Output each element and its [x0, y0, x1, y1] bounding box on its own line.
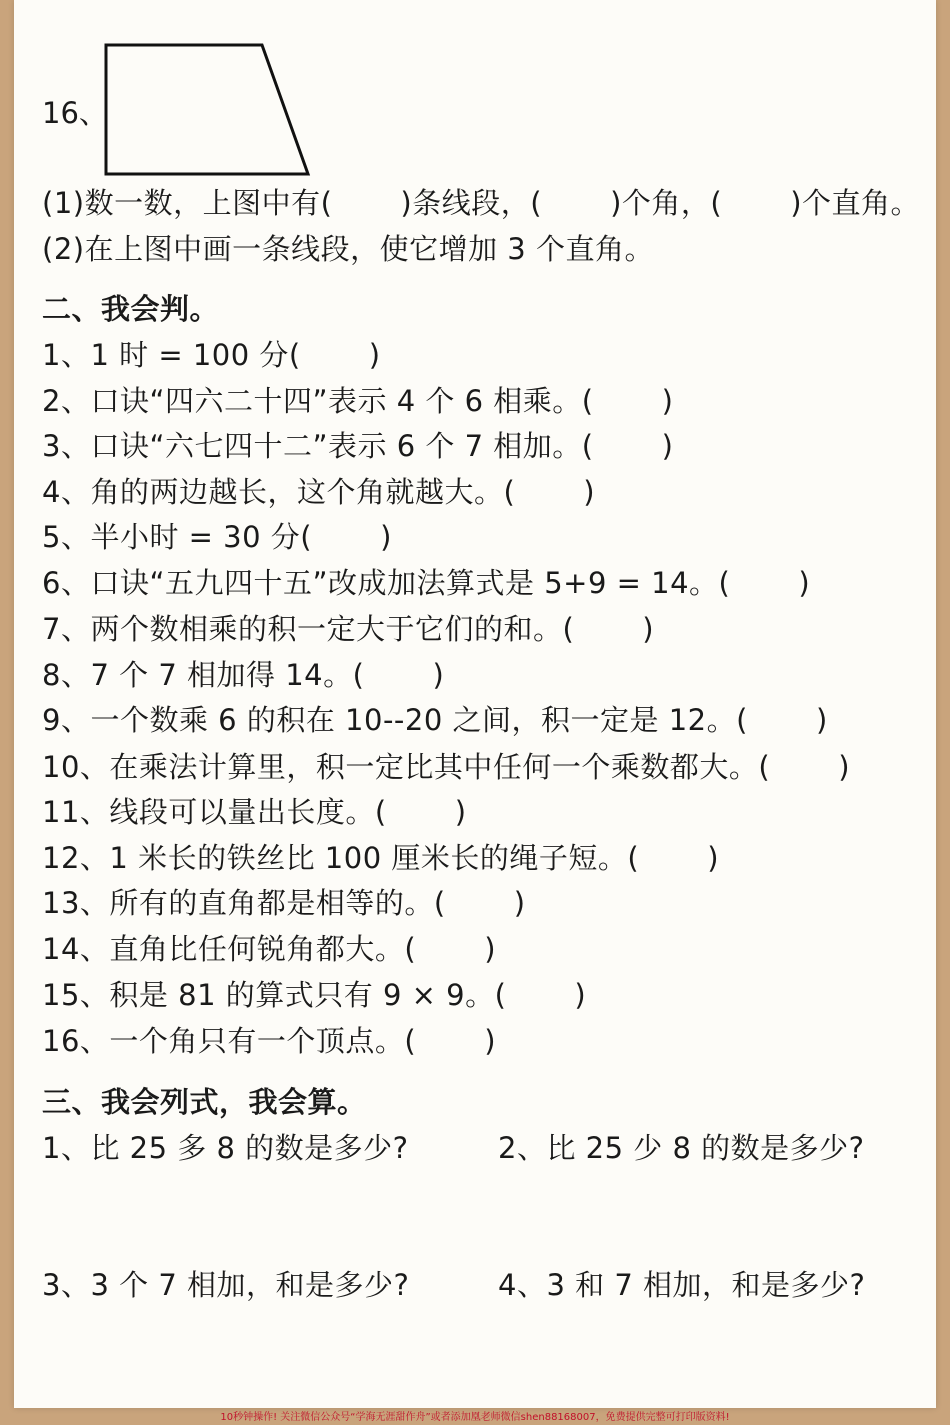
judge-item: 9、一个数乘 6 的积在 10--20 之间，积一定是 12。( ) — [42, 703, 828, 737]
judge-item: 10、在乘法计算里，积一定比其中任何一个乘数都大。( ) — [42, 750, 851, 784]
section2-title: 二、我会判。 — [42, 292, 220, 326]
judge-item: 13、所有的直角都是相等的。( ) — [42, 886, 526, 920]
judge-item: 1、1 时 = 100 分( ) — [42, 338, 381, 372]
question-16-label: 16、 — [42, 96, 108, 130]
calc-question-3: 3、3 个 7 相加，和是多少? — [42, 1268, 410, 1302]
judge-item: 16、一个角只有一个顶点。( ) — [42, 1024, 497, 1058]
calc-question-4: 4、3 和 7 相加，和是多少? — [498, 1268, 866, 1302]
judge-item: 11、线段可以量出长度。( ) — [42, 795, 467, 829]
promo-footer: 10秒钟操作! 关注微信公众号“学海无涯甜作舟”或者添加凰老师微信shen88168007，免费提供完整可打印版资料! — [220, 1412, 730, 1423]
judge-item: 15、积是 81 的算式只有 9 × 9。( ) — [42, 978, 587, 1012]
trapezoid-figure — [100, 40, 315, 180]
judge-item: 3、口诀“六七四十二”表示 6 个 7 相加。( ) — [42, 429, 674, 463]
judge-item: 8、7 个 7 相加得 14。( ) — [42, 658, 445, 692]
judge-item: 7、两个数相乘的积一定大于它们的和。( ) — [42, 612, 655, 646]
judge-item: 4、角的两边越长，这个角就越大。( ) — [42, 475, 596, 509]
calc-question-2: 2、比 25 少 8 的数是多少? — [498, 1131, 865, 1165]
section3-title: 三、我会列式，我会算。 — [42, 1085, 367, 1119]
judge-item: 6、口诀“五九四十五”改成加法算式是 5+9 = 14。( ) — [42, 566, 811, 600]
judge-item: 12、1 米长的铁丝比 100 厘米长的绳子短。( ) — [42, 841, 720, 875]
calc-question-1: 1、比 25 多 8 的数是多少? — [42, 1131, 409, 1165]
judge-item: 2、口诀“四六二十四”表示 4 个 6 相乘。( ) — [42, 384, 674, 418]
question-16-part2: (2)在上图中画一条线段，使它增加 3 个直角。 — [42, 232, 654, 266]
judge-item: 5、半小时 = 30 分( ) — [42, 520, 392, 554]
question-16-part1: (1)数一数，上图中有( )条线段，( )个角，( )个直角。 — [42, 186, 921, 220]
judge-item: 14、直角比任何锐角都大。( ) — [42, 932, 497, 966]
